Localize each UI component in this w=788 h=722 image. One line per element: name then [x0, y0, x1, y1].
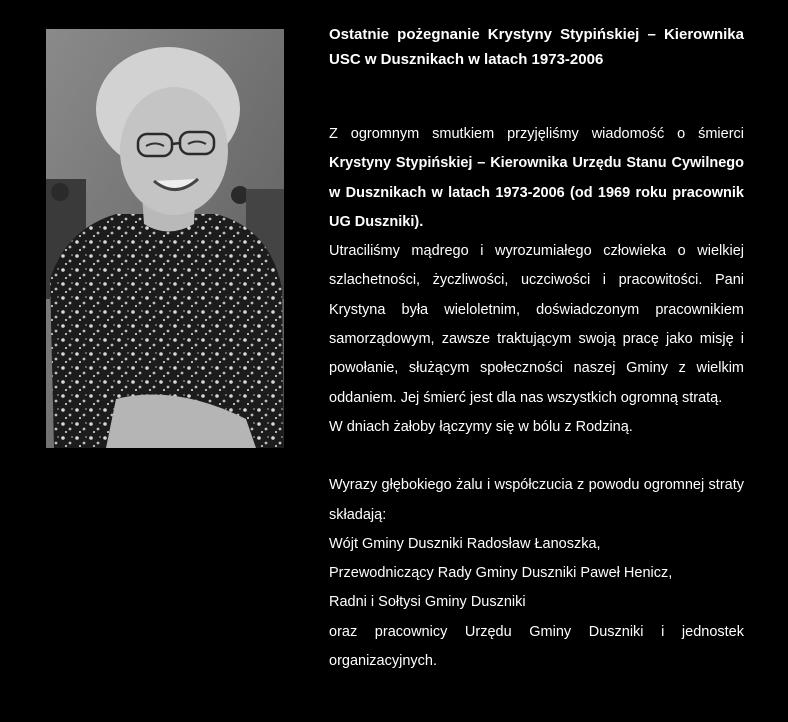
- signatory-radni: Radni i Sołtysi Gminy Duszniki: [329, 594, 526, 611]
- portrait-illustration: [46, 29, 284, 448]
- condolences-lead: Wyrazy głębokiego żalu i współczucia z powodu ogromnej straty składają:: [329, 477, 744, 523]
- obituary-text: [329, 22, 744, 676]
- intro-bold: Krystyny Stypińskiej – Kierownika Urzędu Stanu Cywilnego w Dusznikach w latach 1973-2006 (od 1969 roku pracownik UG Duszniki).: [329, 155, 744, 230]
- signatory-wojt: Wójt Gminy Duszniki Radosław Łanoszka,: [329, 535, 601, 552]
- portrait-photo: [46, 29, 284, 448]
- intro-paragraph: [329, 120, 744, 237]
- mourning-line: W dniach żałoby łączymy się w bólu z Rodziną.: [329, 418, 633, 435]
- signatory-pracownicy: oraz pracownicy Urzędu Gminy Duszniki i jednostek organizacyjnych.: [329, 623, 744, 670]
- signatory-przewodniczacy: Przewodniczący Rady Gminy Duszniki Paweł Henicz,: [329, 565, 673, 582]
- intro-lead: Z ogromnym smutkiem przyjęliśmy wiadomość o śmierci: [329, 126, 744, 142]
- main-paragraph: Utraciliśmy mądrego i wyrozumiałego człowieka o wielkiej szlachetności, życzliwości, uczciwości i pracowitości. Pani Krystyna była wieloletnim, doświadczonym pracownikiem samorządowym, zawsze traktującym swoją pracę jako misję i powołanie, służącym społeczności naszej Gminy z wielkim oddaniem. Jej śmierć jest dla nas wszystkich ogromną stratą.: [329, 243, 744, 406]
- obituary-title: Ostatnie pożegnanie Krystyny Stypińskiej – Kierownika USC w Dusznikach w latach 1973-2006: [329, 26, 744, 68]
